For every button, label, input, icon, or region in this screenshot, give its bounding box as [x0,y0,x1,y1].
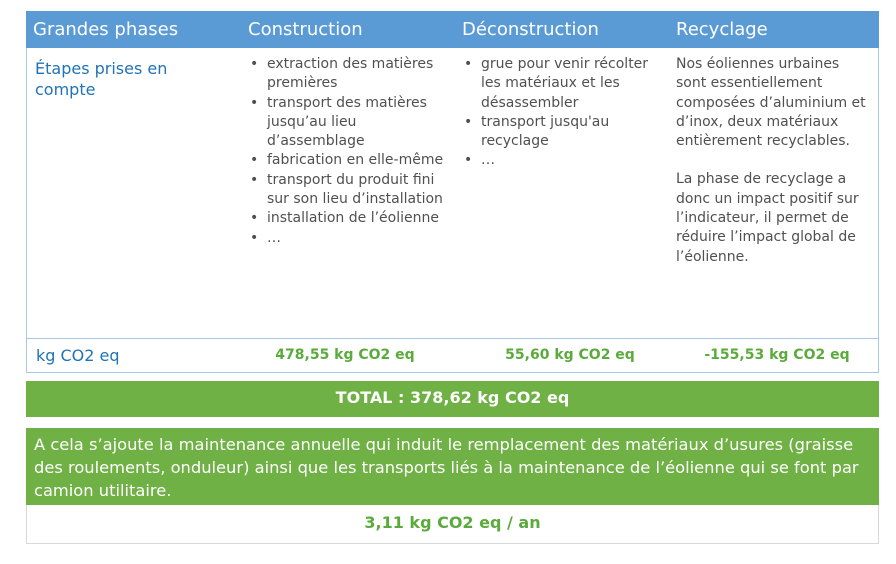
construction-list [249,55,449,248]
header-deconstruction: Déconstruction [462,19,599,40]
header-construction: Construction [248,19,363,40]
steps-row [26,48,879,338]
recyclage-paragraph: La phase de recyclage a donc un impact positif sur l’indicateur, il permet de réduire l’impact global de l’éolienne. [676,171,859,265]
list-item: • extraction des matières premières [249,55,449,94]
list-item: • grue pour venir récolter les matériaux et les désassembler [463,55,663,113]
annual-maintenance-value: 3,11 kg CO2 eq / an [26,505,879,544]
total-banner: TOTAL : 378,62 kg CO2 eq [26,381,879,417]
recyclage-paragraph: Nos éoliennes urbaines sont essentiellement composées d’aluminium et d’inox, deux matériaux entièrement recyclables. [676,56,866,150]
list-item: • … [463,151,663,170]
construction-value: 478,55 kg CO2 eq [275,347,415,363]
list-item: • … [249,229,449,248]
kg-row-label: kg CO2 eq [36,346,120,365]
steps-row-label: Étapes prises en compte [35,59,168,99]
deconstruction-list [463,55,663,171]
table-header-row [26,11,879,48]
list-item: • transport jusqu'au recyclage [463,113,663,152]
phases-table [26,11,879,372]
header-phases: Grandes phases [33,19,179,40]
maintenance-box [26,428,879,505]
recyclage-value: -155,53 kg CO2 eq [704,347,850,363]
header-recyclage: Recyclage [676,19,768,40]
list-item: • fabrication en elle-même [249,151,449,170]
list-item: • transport des matières jusqu’au lieu d’assemblage [249,94,449,152]
kg-row [26,338,879,373]
list-item: • installation de l’éolienne [249,209,449,228]
recyclage-text [676,55,872,267]
maintenance-text: A cela s’ajoute la maintenance annuelle qui induit le remplacement des matériaux d’usures (graisse des roulements, onduleur) ainsi que les transports liés à la maintenance de l’éolienne qui se font par camion utilitaire. [34,435,859,500]
list-item: • transport du produit fini sur son lieu d’installation [249,171,449,210]
deconstruction-value: 55,60 kg CO2 eq [505,347,635,363]
